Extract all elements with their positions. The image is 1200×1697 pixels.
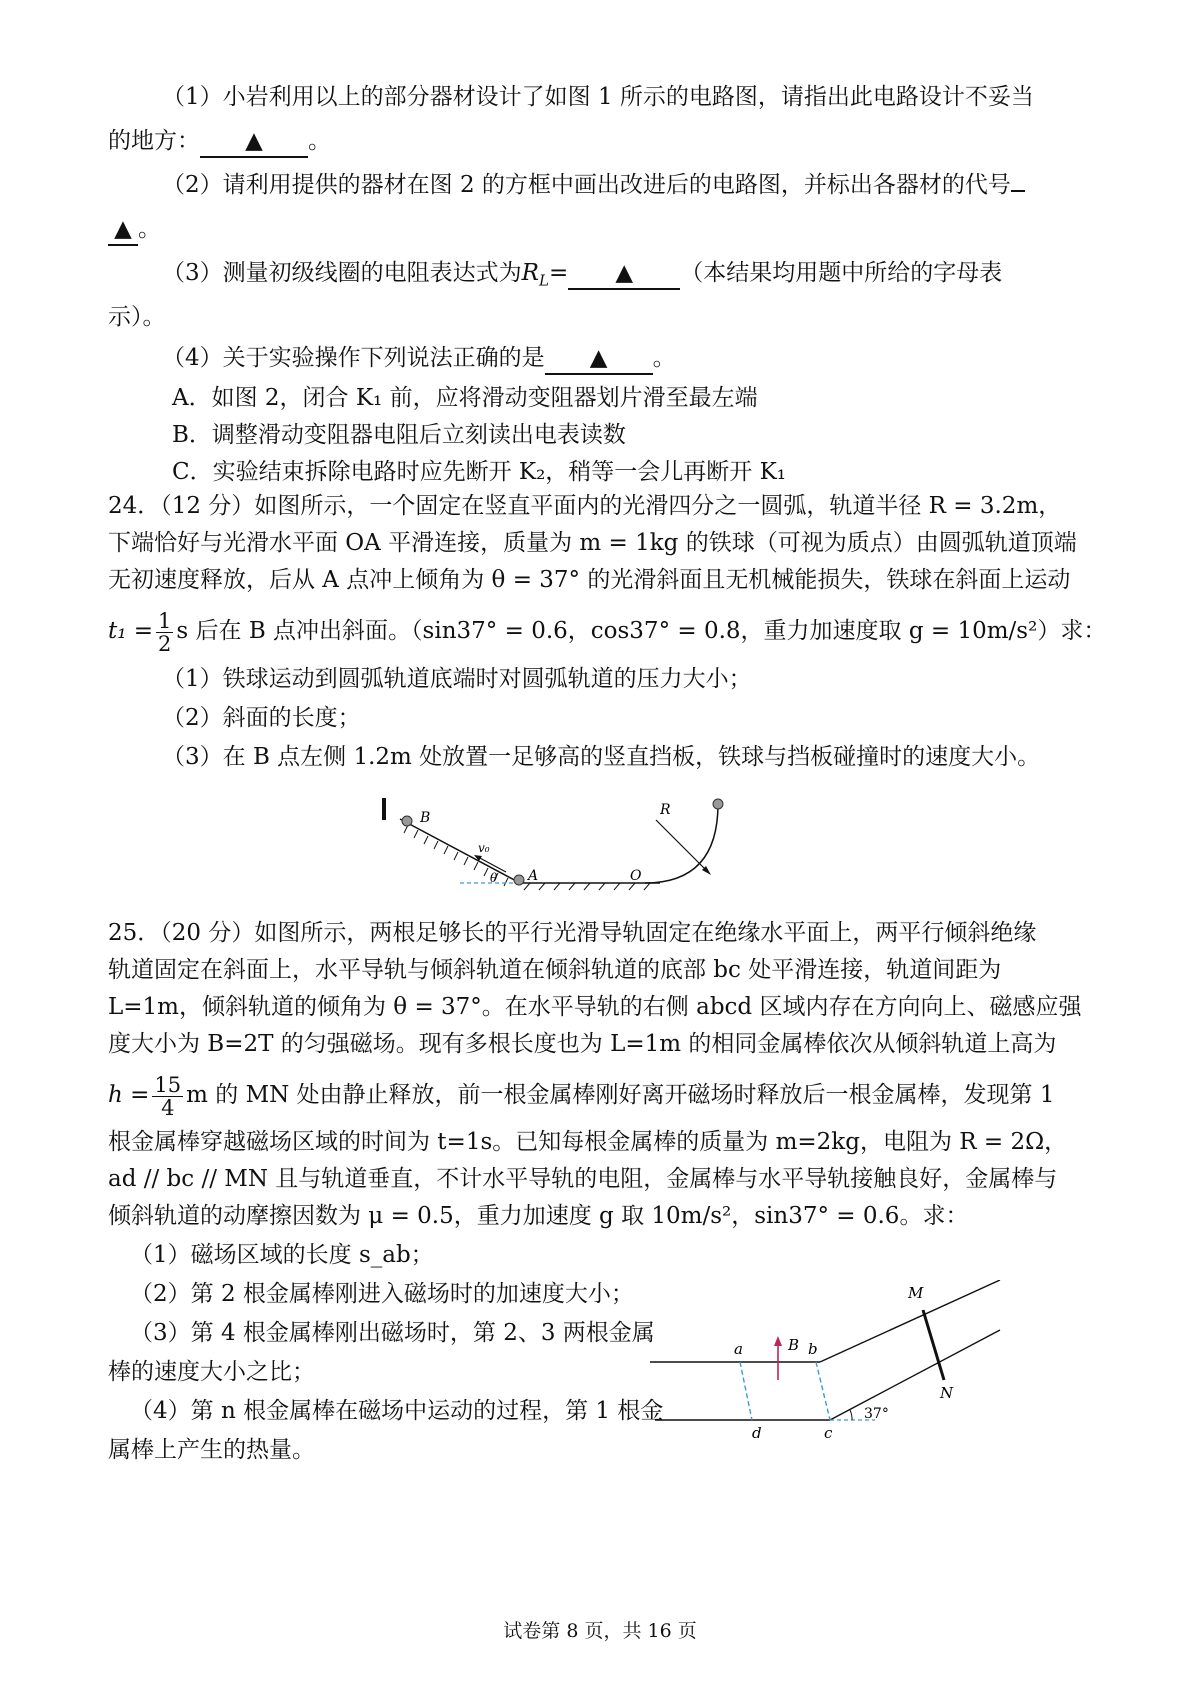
q25-sub4-line2: 属棒上产生的热量。	[108, 1437, 315, 1463]
label-c: c	[824, 1424, 833, 1442]
q23-part1-line1: （1）小岩利用以上的部分器材设计了如图 1 所示的电路图，请指出此电路设计不妥当	[162, 84, 1034, 110]
fraction-half	[156, 610, 173, 655]
q25-line2: 轨道固定在斜面上，水平导轨与倾斜轨道在倾斜轨道的底部 bc 处平滑连接，轨道间距为	[108, 957, 1002, 983]
q24-line2: 下端恰好与光滑水平面 OA 平滑连接，质量为 m = 1kg 的铁球（可视为质点）由圆弧轨道顶端	[108, 530, 1077, 556]
label-b: B	[420, 810, 431, 826]
period: 。	[138, 216, 161, 242]
q23-answer-blank-2a[interactable]	[1011, 190, 1025, 192]
label-b: b	[808, 1340, 818, 1358]
q25-line5-rest: m 的 MN 处由静止释放，前一根金属棒刚好离开磁场时释放后一根金属棒，发现第 1	[186, 1082, 1055, 1108]
time-symbol: t₁ =	[108, 618, 154, 644]
label-a: A	[528, 868, 539, 884]
q23-answer-blank-2[interactable]: ▲	[108, 214, 138, 246]
q24-sub2: （2）斜面的长度；	[162, 705, 361, 731]
q23-option-b: B．调整滑动变阻器电阻后立刻读出电表读数	[172, 422, 626, 448]
q25-line5	[108, 1066, 1055, 1124]
q23-part3-line1	[162, 258, 1002, 296]
resistance-subscript: L	[538, 271, 549, 290]
ball-at-top	[713, 799, 723, 809]
ball-at-b	[402, 816, 412, 826]
q24-line4-rest: s 后在 B 点冲出斜面。（sin37° = 0.6，cos37° = 0.8，重力加速度取 g = 10m/s²）求：	[176, 618, 1107, 644]
barrier	[382, 798, 386, 820]
q23-part1-prefix: 的地方：	[108, 128, 200, 154]
q23-answer-blank-3[interactable]: ▲	[568, 258, 680, 290]
label-angle: 37°	[864, 1406, 889, 1422]
field-boundary-bc	[816, 1362, 830, 1420]
q23-answer-blank-4[interactable]: ▲	[545, 343, 653, 375]
q23-answer-blank-1[interactable]: ▲	[200, 126, 308, 158]
q23-part3-line2: 示）。	[108, 304, 166, 330]
field-boundary-ad	[740, 1362, 752, 1420]
angle-arc	[850, 1410, 852, 1420]
q23-part3-text: （3）测量初级线圈的电阻表达式为	[162, 260, 522, 286]
q25-sub3-line1: （3）第 4 根金属棒刚出磁场时，第 2、3 两根金属	[130, 1320, 655, 1346]
q25-sub3-line2: 棒的速度大小之比；	[108, 1359, 315, 1385]
label-n: N	[940, 1384, 954, 1402]
q23-option-a: A．如图 2，闭合 K₁ 前，应将滑动变阻器划片滑至最左端	[172, 385, 758, 411]
fraction-denominator: 2	[158, 631, 172, 656]
q25-line8: 倾斜轨道的动摩擦因数为 μ = 0.5，重力加速度 g 取 10m/s²，sin37° = 0.6。求：	[108, 1203, 969, 1229]
q23-part2-line2	[108, 214, 161, 246]
q23-part3-note: （本结果均用题中所给的字母表	[680, 260, 1003, 286]
label-o: O	[630, 868, 642, 884]
height-symbol: h =	[108, 1082, 150, 1108]
q25-line1: 25．（20 分）如图所示，两根足够长的平行光滑导轨固定在绝缘水平面上，两平行倾斜绝缘	[108, 920, 1037, 946]
label-theta: θ	[490, 871, 498, 885]
q23-option-c: C．实验结束拆除电路时应先断开 K₂，稍等一会儿再断开 K₁	[172, 459, 787, 485]
ball-at-a	[514, 875, 524, 885]
q23-part1-line2	[108, 126, 331, 158]
q23-part2-line1	[162, 170, 1025, 200]
fraction-numerator: 1	[158, 608, 172, 633]
q24-line4	[108, 602, 1106, 660]
q24-sub3: （3）在 B 点左侧 1.2m 处放置一足够高的竖直挡板，铁球与挡板碰撞时的速度大小。	[162, 744, 1041, 770]
q24-line1: 24．（12 分）如图所示，一个固定在竖直平面内的光滑四分之一圆弧，轨道半径 R = 3.2m，	[108, 493, 1062, 519]
q25-line7: ad // bc // MN 且与轨道垂直，不计水平导轨的电阻，金属棒与水平导轨接触良好，金属棒与	[108, 1166, 1058, 1192]
label-r: R	[660, 802, 671, 818]
q25-line4: 度大小为 B=2T 的匀强磁场。现有多根长度也为 L=1m 的相同金属棒依次从倾斜轨道上高为	[108, 1031, 1057, 1057]
q23-part4-text: （4）关于实验操作下列说法正确的是	[162, 345, 545, 371]
incline	[400, 819, 520, 883]
magnetic-field-arrowhead	[774, 1336, 782, 1346]
velocity-arrow	[478, 857, 506, 872]
label-m: M	[908, 1284, 924, 1302]
resistance-symbol: R	[521, 260, 539, 286]
q25-figure	[640, 1280, 1020, 1450]
equals-sign: =	[548, 260, 569, 286]
q25-line3: L=1m，倾斜轨道的倾角为 θ = 37°。在水平导轨的右侧 abcd 区域内存在方向向上、磁感应强	[108, 994, 1082, 1020]
q25-sub2: （2）第 2 根金属棒刚进入磁场时的加速度大小；	[130, 1281, 634, 1307]
q25-sub1: （1）磁场区域的长度 s_ab；	[130, 1242, 434, 1268]
q24-figure	[360, 790, 780, 900]
fraction-numerator: 15	[154, 1072, 182, 1097]
q25-line6: 根金属棒穿越磁场区域的时间为 t=1s。已知每根金属棒的质量为 m=2kg，电阻为 R = 2Ω，	[108, 1129, 1068, 1155]
label-b-field: B	[788, 1336, 800, 1354]
q25-sub4-line1: （4）第 n 根金属棒在磁场中运动的过程，第 1 根金	[130, 1398, 664, 1424]
q24-sub1: （1）铁球运动到圆弧轨道底端时对圆弧轨道的压力大小；	[162, 666, 752, 692]
track-hatching	[524, 883, 650, 890]
label-d: d	[752, 1424, 762, 1442]
q23-part4-line	[162, 343, 676, 375]
q24-line3: 无初速度释放，后从 A 点冲上倾角为 θ = 37° 的光滑斜面且无机械能损失，铁球在斜面上运动	[108, 567, 1071, 593]
label-a: a	[734, 1340, 743, 1358]
fraction-fifteen-quarters	[152, 1074, 183, 1119]
period: 。	[652, 345, 676, 371]
radius-line	[656, 820, 708, 872]
period: 。	[308, 128, 331, 154]
label-v0: v₀	[478, 841, 490, 855]
fraction-denominator: 4	[161, 1095, 175, 1120]
q23-part2-text: （2）请利用提供的器材在图 2 的方框中画出改进后的电路图，并标出各器材的代号	[162, 172, 1011, 198]
lower-inclined-rail	[830, 1330, 1000, 1420]
page-footer: 试卷第 8 页，共 16 页	[503, 1620, 697, 1642]
